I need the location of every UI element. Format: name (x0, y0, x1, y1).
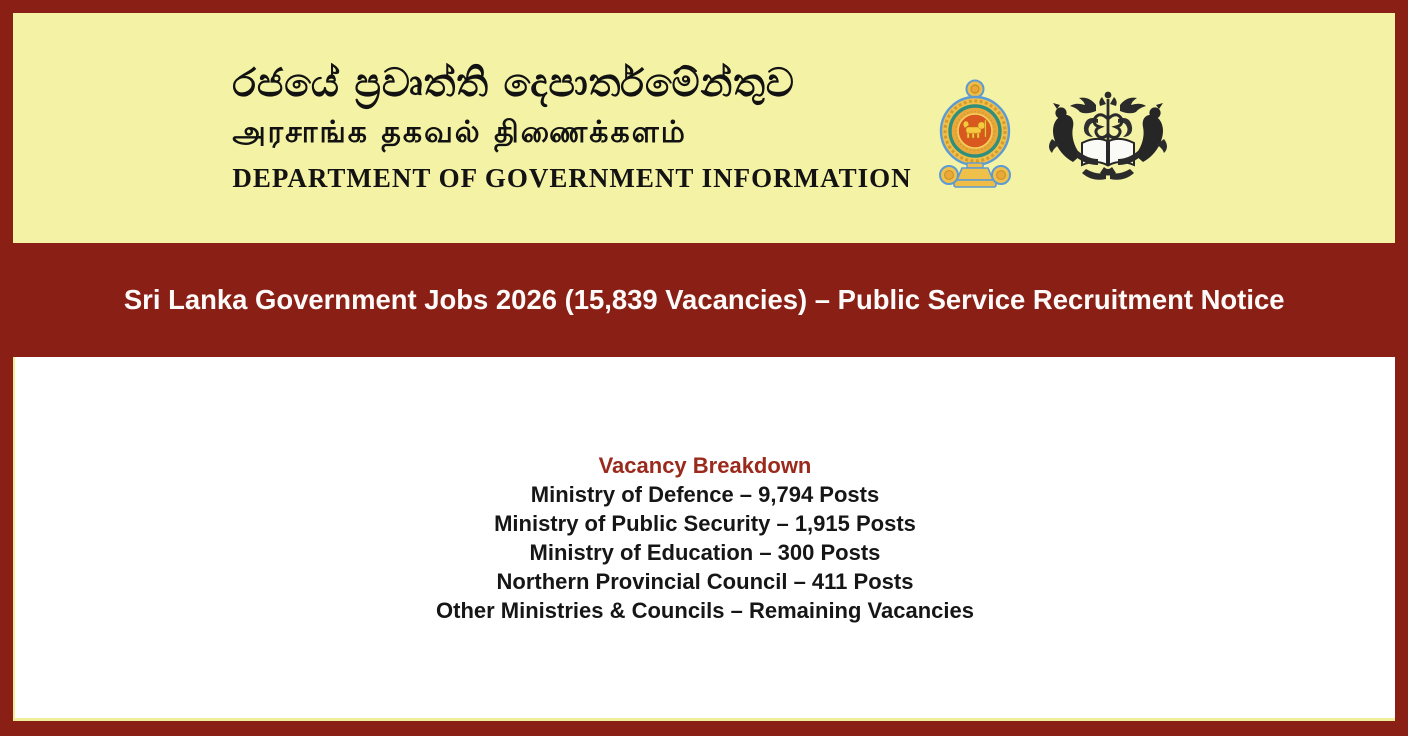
government-information-crest-icon (1040, 89, 1176, 183)
department-title-sinhala: රජයේ ප්‍රවෘත්ති දෙපාර්තමේන්තුව (232, 61, 795, 107)
vacancy-line-education: Ministry of Education – 300 Posts (529, 539, 881, 565)
vacancy-breakdown-heading: Vacancy Breakdown (598, 452, 812, 478)
vacancy-line-defence: Ministry of Defence – 9,794 Posts (530, 481, 880, 507)
department-letterhead (13, 13, 1395, 243)
notice-title-banner (13, 243, 1395, 357)
emblem-group (936, 79, 1176, 193)
vacancy-line-other-ministries: Other Ministries & Councils – Remaining Vacancies (436, 597, 974, 623)
vacancy-line-public-security: Ministry of Public Security – 1,915 Posts (494, 510, 916, 536)
sri-lanka-national-emblem-icon (936, 79, 1014, 193)
department-title-english: DEPARTMENT OF GOVERNMENT INFORMATION (232, 162, 912, 193)
department-titles (232, 62, 911, 194)
vacancy-breakdown (436, 451, 974, 625)
content-wrap (13, 357, 1395, 721)
department-title-tamil: அரசாங்க தகவல் திணைக்களம் (232, 114, 687, 150)
letterhead-inner (232, 62, 1175, 194)
vacancy-line-northern-provincial-council: Northern Provincial Council – 411 Posts (496, 568, 914, 594)
page-title: Sri Lanka Government Jobs 2026 (15,839 Vacancies) – Public Service Recruitment Notice (123, 284, 1285, 315)
content-area (15, 357, 1395, 718)
